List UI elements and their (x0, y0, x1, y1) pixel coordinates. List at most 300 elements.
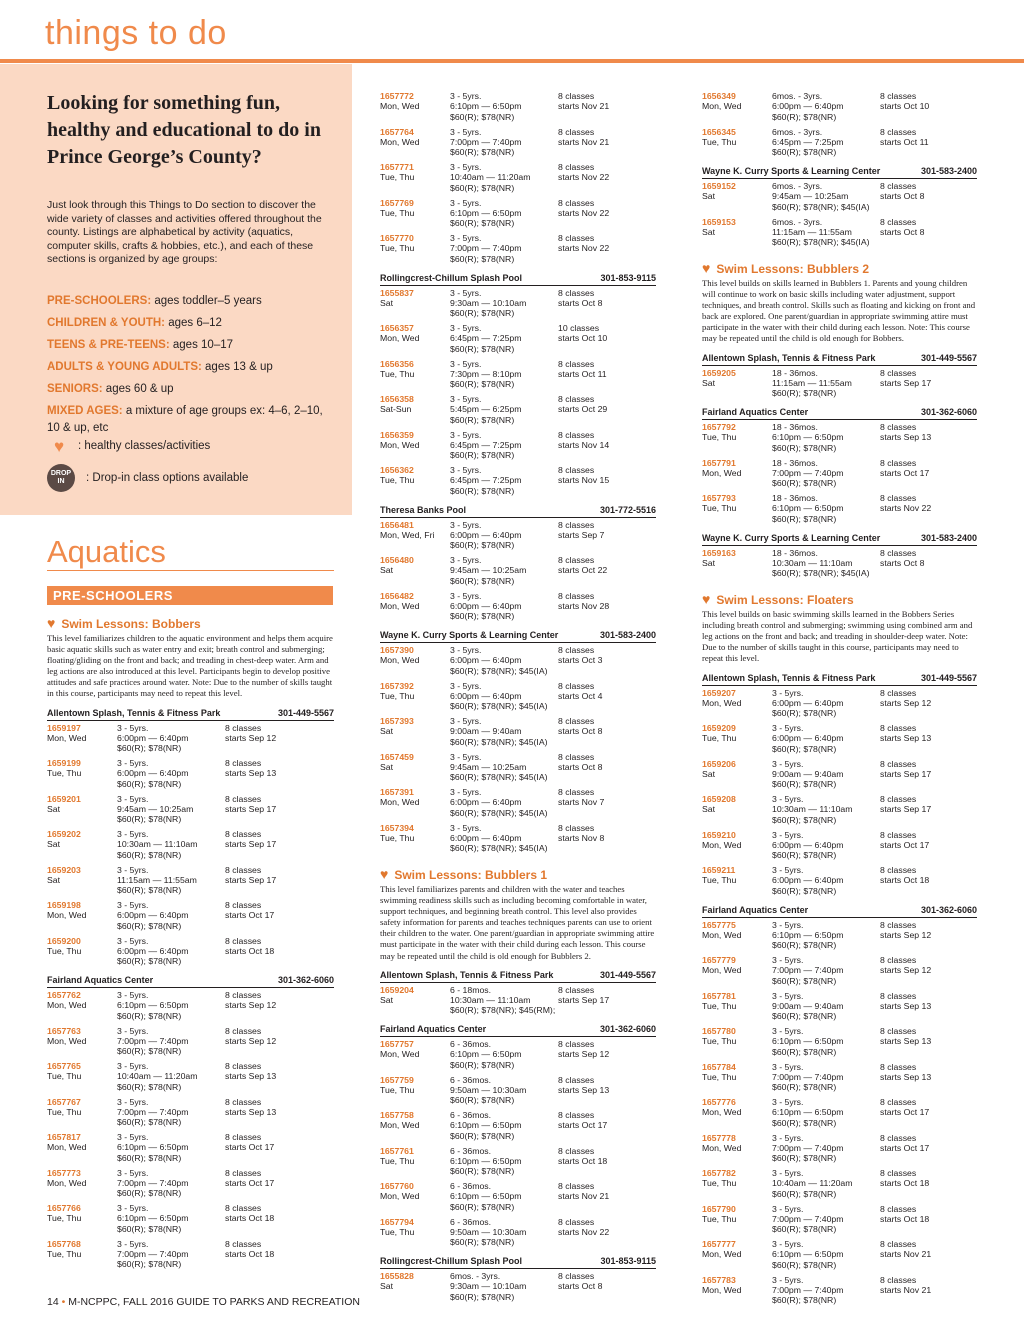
class-id-cell (380, 1075, 450, 1111)
class-time: 6:00pm — 6:40pm (117, 910, 189, 921)
class-detail-cell (450, 1110, 558, 1146)
section-title: Swim Lessons: Bubblers 1 (394, 868, 548, 882)
class-code: 1659202 (47, 829, 81, 840)
class-start: starts Sep 17 (225, 839, 277, 850)
class-detail-cell (772, 723, 880, 759)
class-count: 8 classes (558, 984, 595, 995)
class-id-cell (380, 233, 450, 269)
class-days: Tue, Thu (380, 1084, 415, 1095)
class-start: starts Oct 8 (558, 297, 603, 308)
class-id-cell (380, 1181, 450, 1217)
class-listing (380, 162, 656, 198)
class-session-cell (880, 1239, 977, 1275)
class-session-cell (558, 681, 656, 717)
class-fee: $60(R); $78(NR) (772, 814, 837, 825)
class-listing (47, 990, 334, 1026)
class-start: starts Nov 21 (558, 1191, 610, 1202)
class-count: 8 classes (225, 990, 262, 1001)
section-title: Swim Lessons: Bobbers (61, 617, 201, 631)
location-name: Allentown Splash, Tennis & Fitness Park (47, 707, 221, 718)
class-fee: $60(R); $78(NR) (772, 779, 837, 790)
class-id-cell (702, 955, 772, 991)
class-id-cell (702, 493, 772, 529)
class-fee: $60(R); $78(NR) (772, 1259, 837, 1270)
class-start: starts Oct 17 (880, 467, 930, 478)
class-count: 8 classes (558, 358, 595, 369)
class-detail-cell (772, 127, 880, 163)
class-code: 1657768 (47, 1238, 81, 1249)
class-start: starts Oct 17 (225, 1142, 275, 1153)
class-time: 9:45am — 10:25am (450, 761, 527, 772)
class-detail-cell (772, 493, 880, 529)
class-session-cell (225, 723, 334, 759)
class-time: 6:10pm — 6:50pm (772, 929, 844, 940)
heart-icon: ♥ (54, 437, 65, 456)
class-id-cell (702, 1275, 772, 1311)
class-code: 1659199 (47, 758, 81, 769)
class-fee: $60(R); $78(NR) (772, 1117, 837, 1128)
location-header (702, 669, 977, 686)
class-time: 9:00am — 9:40am (772, 1000, 844, 1011)
class-days: Mon, Wed (702, 839, 742, 850)
class-session-cell (558, 752, 656, 788)
class-fee: $60(R); $78(NR) (450, 1130, 515, 1141)
class-age: 3 - 5yrs. (450, 716, 482, 726)
class-code: 1657777 (702, 1239, 736, 1250)
location-header (702, 901, 977, 918)
class-age: 3 - 5yrs. (772, 1168, 804, 1179)
age-group-bar: PRE-SCHOOLERS (47, 586, 333, 605)
class-session-cell (558, 1075, 656, 1111)
class-days: Sat (47, 874, 61, 885)
class-start: starts Nov 21 (558, 136, 610, 147)
class-detail-cell (772, 422, 880, 458)
class-session-cell (225, 758, 334, 794)
class-start: starts Nov 22 (558, 1226, 610, 1237)
class-fee: $60(R); $78(NR) (450, 450, 515, 461)
class-days: Sat-Sun (380, 404, 412, 415)
class-age: 3 - 5yrs. (772, 829, 804, 840)
class-time: 6:00pm — 6:40pm (772, 101, 844, 112)
class-session-cell (880, 1026, 977, 1062)
class-detail-cell (117, 865, 225, 901)
location-phone: 301-853-9115 (600, 272, 656, 283)
class-age: 3 - 5yrs. (450, 519, 482, 530)
class-id-cell (702, 991, 772, 1027)
class-time: 6:00pm — 6:40pm (450, 600, 522, 611)
class-id-cell (380, 555, 450, 591)
class-count: 8 classes (880, 181, 917, 191)
class-fee: $60(R); $78(NR) (772, 708, 837, 719)
class-days: Tue, Thu (702, 733, 737, 744)
class-session-cell (880, 830, 977, 866)
class-code: 1659208 (702, 794, 736, 805)
class-time: 10:40am — 11:20am (772, 1178, 853, 1189)
class-time: 6:00pm — 6:40pm (450, 690, 522, 701)
class-code: 1656359 (380, 429, 414, 440)
class-fee: $60(R); $78(NR) (772, 1082, 837, 1093)
class-count: 8 classes (225, 1132, 262, 1143)
class-listing (702, 181, 977, 217)
class-time: 6:00pm — 6:40pm (450, 832, 522, 843)
class-detail-cell (117, 936, 225, 972)
class-detail-cell (450, 520, 558, 556)
class-fee: $60(R); $78(NR) (117, 1152, 182, 1163)
class-fee: $60(R); $78(NR) (117, 1188, 182, 1199)
class-days: Sat (380, 1281, 394, 1292)
class-time: 7:00pm — 7:40pm (772, 965, 844, 976)
location-name: Wayne K. Curry Sports & Learning Center (702, 532, 881, 543)
class-age: 3 - 5yrs. (117, 758, 149, 769)
class-session-cell (558, 198, 656, 234)
class-session-cell (880, 458, 977, 494)
class-id-cell (380, 91, 450, 127)
class-detail-cell (450, 681, 558, 717)
class-detail-cell (450, 198, 558, 234)
class-listing (380, 787, 656, 823)
class-age: 3 - 5yrs. (117, 829, 149, 840)
class-age: 3 - 5yrs. (450, 429, 482, 440)
class-detail-cell (117, 900, 225, 936)
class-days: Sat (702, 377, 716, 388)
class-detail-cell (450, 162, 558, 198)
class-age: 3 - 5yrs. (450, 358, 482, 369)
class-count: 8 classes (880, 723, 917, 734)
class-count: 8 classes (558, 555, 595, 565)
class-session-cell (880, 1062, 977, 1098)
class-time: 11:15am — 11:55am (772, 226, 852, 237)
class-listing (702, 1239, 977, 1275)
class-session-cell (558, 465, 656, 501)
class-fee: $60(R); $78(NR) (450, 1166, 515, 1177)
class-days: Tue, Thu (702, 136, 737, 147)
class-start: starts Oct 17 (880, 1107, 930, 1118)
class-listing (702, 991, 977, 1027)
class-session-cell (225, 990, 334, 1026)
class-age: 3 - 5yrs. (772, 1026, 804, 1037)
class-days: Sat (380, 297, 394, 308)
class-fee: $60(R); $78(NR) (772, 147, 837, 158)
class-detail-cell (450, 288, 558, 324)
class-listing (47, 723, 334, 759)
class-days: Sat (380, 565, 394, 576)
class-session-cell (880, 217, 977, 253)
class-time: 9:50am — 10:30am (450, 1226, 527, 1237)
class-fee: $60(R); $78(NR); $45(IA) (772, 237, 870, 248)
class-count: 8 classes (225, 829, 262, 840)
class-listing (380, 823, 656, 859)
class-age: 6 - 36mos. (450, 1110, 492, 1121)
class-session-cell (558, 91, 656, 127)
class-code: 1659152 (702, 181, 736, 191)
class-days: Tue, Thu (380, 368, 415, 379)
class-fee: $60(R); $78(NR) (117, 1046, 182, 1057)
class-session-cell (225, 1097, 334, 1133)
class-time: 7:00pm — 7:40pm (117, 1035, 189, 1046)
class-days: Mon, Wed (380, 600, 420, 611)
age-group-children: CHILDREN & YOUTH: ages 6–12 (47, 317, 222, 329)
class-days: Tue, Thu (380, 207, 415, 218)
class-id-cell (47, 900, 117, 936)
class-count: 8 classes (225, 722, 262, 733)
class-start: starts Sep 12 (225, 1035, 277, 1046)
class-session-cell (880, 991, 977, 1027)
class-time: 6:00pm — 6:40pm (450, 655, 522, 666)
class-fee: $60(R); $78(NR) (450, 343, 515, 354)
class-time: 6:45pm — 7:25pm (772, 136, 844, 147)
class-listing (47, 900, 334, 936)
class-start: starts Oct 18 (225, 1213, 275, 1224)
section-description: This level builds on basic swimming skills learned in the Bobbers Series including breath control and submerging; swimming using combined arm and leg actions on the front and back; and treading in shoulder-deep water. Note: Due to the number of skills taught in this course, participants may need to repeat this level. (702, 609, 973, 664)
class-time: 6:10pm — 6:50pm (772, 1107, 844, 1118)
class-days: Sat (702, 768, 716, 779)
class-session-cell (558, 1217, 656, 1253)
section-title: Swim Lessons: Floaters (716, 593, 854, 608)
class-code: 1656362 (380, 465, 414, 475)
class-id-cell (380, 787, 450, 823)
class-age: 3 - 5yrs. (772, 758, 804, 769)
class-id-cell (702, 91, 772, 127)
class-days: Mon, Wed (47, 1142, 87, 1153)
class-count: 8 classes (880, 457, 917, 468)
location-name: Allentown Splash, Tennis & Fitness Park (702, 672, 876, 683)
location-header (702, 349, 977, 366)
class-age: 3 - 5yrs. (117, 1132, 149, 1143)
age-group-preschoolers: PRE-SCHOOLERS: ages toddler–5 years (47, 295, 262, 307)
class-age: 3 - 5yrs. (450, 394, 482, 404)
class-age: 3 - 5yrs. (117, 1238, 149, 1249)
location-phone: 301-362-6060 (277, 975, 334, 986)
class-listing (380, 198, 656, 234)
class-fee: $60(R); $78(NR) (772, 743, 837, 754)
class-start: starts Sep 12 (225, 732, 277, 743)
class-time: 7:00pm — 7:40pm (117, 1106, 189, 1117)
class-detail-cell (117, 723, 225, 759)
class-id-cell (702, 759, 772, 795)
class-listing (380, 591, 656, 627)
class-code: 1657781 (702, 990, 736, 1001)
class-count: 8 classes (880, 990, 917, 1001)
class-id-cell (380, 1217, 450, 1253)
class-detail-cell (450, 985, 558, 1021)
class-days: Tue, Thu (380, 172, 415, 183)
class-count: 8 classes (880, 758, 917, 769)
class-code: 1659207 (702, 687, 736, 698)
class-fee: $60(R); $78(NR) (772, 513, 837, 524)
class-count: 8 classes (558, 394, 595, 404)
aquatics-rule (47, 570, 334, 571)
class-code: 1659153 (702, 216, 736, 227)
class-age: 3 - 5yrs. (117, 1167, 149, 1178)
class-age: 3 - 5yrs. (772, 1097, 804, 1108)
location-name: Theresa Banks Pool (380, 504, 467, 515)
class-id-cell (380, 1146, 450, 1182)
class-fee: $60(R); $78(NR) (450, 1237, 515, 1248)
class-listing (380, 752, 656, 788)
class-age: 6 - 36mos. (450, 1039, 492, 1050)
class-count: 8 classes (880, 1168, 917, 1179)
heart-icon: ♥ (47, 615, 56, 631)
class-code: 1657771 (380, 162, 414, 172)
class-age: 6mos. - 3yrs. (772, 181, 823, 191)
class-session-cell (880, 723, 977, 759)
class-start: starts Oct 8 (880, 191, 925, 202)
class-id-cell (47, 1168, 117, 1204)
class-fee: $60(R); $78(NR); $45(IA) (450, 772, 548, 783)
class-detail-cell (772, 1062, 880, 1098)
class-detail-cell (772, 688, 880, 724)
class-code: 1659204 (380, 984, 414, 995)
class-count: 8 classes (225, 1096, 262, 1107)
class-start: starts Sep 12 (880, 965, 932, 976)
class-detail-cell (450, 1271, 558, 1307)
class-id-cell (380, 359, 450, 395)
class-age: 18 - 36mos. (772, 422, 818, 433)
class-fee: $60(R); $78(NR) (450, 1095, 515, 1106)
class-detail-cell (117, 794, 225, 830)
page-footer (47, 1296, 360, 1308)
class-count: 8 classes (225, 1203, 262, 1214)
class-time: 6:10pm — 6:50pm (117, 1213, 189, 1224)
drop-in-badge-icon: DROP IN (47, 464, 75, 492)
class-start: starts Nov 21 (880, 1284, 932, 1295)
class-time: 10:40am — 11:20am (450, 172, 531, 183)
class-count: 8 classes (558, 787, 595, 797)
class-age: 3 - 5yrs. (772, 1061, 804, 1072)
class-code: 1659203 (47, 864, 81, 875)
age-group-mixed: MIXED AGES: a mixture of age groups ex: 4–6, 2–10, 10 & up, etc (47, 405, 323, 434)
class-fee: $60(R); $78(NR) (450, 111, 515, 122)
location-header (47, 971, 334, 988)
class-id-cell (702, 794, 772, 830)
class-age: 3 - 5yrs. (117, 990, 149, 1001)
class-time: 9:45am — 10:25am (450, 565, 527, 576)
class-time: 6:10pm — 6:50pm (772, 503, 844, 514)
class-count: 8 classes (225, 1061, 262, 1072)
class-fee: $60(R); $78(NR); $45(IA) (450, 701, 548, 712)
class-days: Tue, Thu (47, 1213, 82, 1224)
class-time: 6:00pm — 6:40pm (772, 697, 844, 708)
class-count: 8 classes (880, 1132, 917, 1143)
class-days: Mon, Wed (47, 732, 87, 743)
class-start: starts Sep 13 (880, 733, 932, 744)
class-listing (702, 865, 977, 901)
location-name: Wayne K. Curry Sports & Learning Center (380, 630, 559, 640)
class-detail-cell (450, 394, 558, 430)
class-start: starts Sep 17 (225, 874, 277, 885)
class-session-cell (558, 323, 656, 359)
class-listing (702, 91, 977, 127)
class-age: 18 - 36mos. (772, 457, 818, 468)
class-listing (702, 723, 977, 759)
class-code: 1657766 (47, 1203, 81, 1214)
class-fee: $60(R); $78(NR) (772, 111, 837, 122)
class-days: Sat (47, 839, 61, 850)
class-start: starts Oct 17 (558, 1120, 608, 1131)
class-days: Mon, Wed (47, 1035, 87, 1046)
location-name: Fairland Aquatics Center (702, 407, 809, 418)
class-days: Mon, Wed (702, 1142, 742, 1153)
intro-heading: Looking for something fun, healthy and educational to do in Prince George’s County? (47, 92, 321, 168)
class-session-cell (225, 1239, 334, 1275)
class-id-cell (702, 1026, 772, 1062)
class-count: 8 classes (558, 1074, 595, 1085)
class-id-cell (702, 1133, 772, 1169)
class-id-cell (702, 920, 772, 956)
class-count: 8 classes (880, 829, 917, 840)
class-fee: $60(R); $78(NR) (772, 1224, 837, 1235)
class-fee: $60(R); $78(NR) (117, 778, 182, 789)
class-days: Tue, Thu (47, 1106, 82, 1117)
class-days: Sat (702, 557, 716, 568)
class-id-cell (47, 990, 117, 1026)
class-detail-cell (450, 323, 558, 359)
class-age: 3 - 5yrs. (772, 723, 804, 734)
location-header (380, 966, 656, 983)
class-detail-cell (450, 465, 558, 501)
class-age: 3 - 5yrs. (450, 323, 482, 333)
class-fee: $60(R); $78(NR) (117, 1081, 182, 1092)
class-days: Tue, Thu (702, 1178, 737, 1189)
location-phone: 301-362-6060 (920, 407, 977, 418)
class-start: starts Sep 13 (880, 1036, 932, 1047)
class-start: starts Nov 21 (558, 101, 610, 112)
class-days: Mon, Wed (380, 136, 420, 147)
class-id-cell (702, 368, 772, 404)
class-code: 1657817 (47, 1132, 81, 1143)
class-start: starts Nov 22 (558, 172, 610, 183)
class-age: 3 - 5yrs. (450, 465, 482, 475)
class-fee: $60(R); $78(NR) (117, 814, 182, 825)
class-session-cell (880, 1133, 977, 1169)
class-detail-cell (450, 91, 558, 127)
class-start: starts Oct 8 (558, 761, 603, 772)
location-phone: 301-449-5567 (920, 352, 977, 363)
class-start: starts Oct 18 (225, 945, 275, 956)
class-fee: $60(R); $78(NR) (772, 975, 837, 986)
class-days: Tue, Thu (380, 832, 415, 843)
class-count: 8 classes (558, 287, 595, 298)
class-fee: $60(R); $78(NR) (450, 1201, 515, 1212)
class-code: 1656357 (380, 323, 414, 333)
class-age: 3 - 5yrs. (450, 126, 482, 137)
class-detail-cell (117, 990, 225, 1026)
class-time: 6:00pm — 6:40pm (450, 529, 522, 540)
class-age: 3 - 5yrs. (772, 1132, 804, 1143)
class-listing (702, 1275, 977, 1311)
class-count: 8 classes (225, 900, 262, 911)
class-time: 6:10pm — 6:50pm (450, 207, 522, 218)
class-age: 3 - 5yrs. (450, 590, 482, 601)
class-count: 8 classes (880, 367, 917, 378)
class-detail-cell (772, 458, 880, 494)
class-time: 6:00pm — 6:40pm (450, 797, 522, 808)
class-count: 8 classes (558, 1181, 595, 1192)
class-start: starts Nov 15 (558, 475, 610, 486)
class-listing (47, 936, 334, 972)
class-age: 3 - 5yrs. (117, 900, 149, 911)
class-start: starts Sep 12 (880, 697, 932, 708)
class-time: 9:30am — 10:10am (450, 1281, 527, 1292)
class-start: starts Oct 18 (225, 1248, 275, 1259)
class-age: 18 - 36mos. (772, 367, 818, 378)
class-time: 10:40am — 11:20am (117, 1071, 198, 1082)
class-days: Sat (380, 726, 394, 737)
class-days: Tue, Thu (47, 945, 82, 956)
class-fee: $60(R); $78(NR) (117, 1117, 182, 1128)
class-fee: $60(R); $78(NR); $45(IA) (450, 665, 548, 676)
class-detail-cell (117, 829, 225, 865)
